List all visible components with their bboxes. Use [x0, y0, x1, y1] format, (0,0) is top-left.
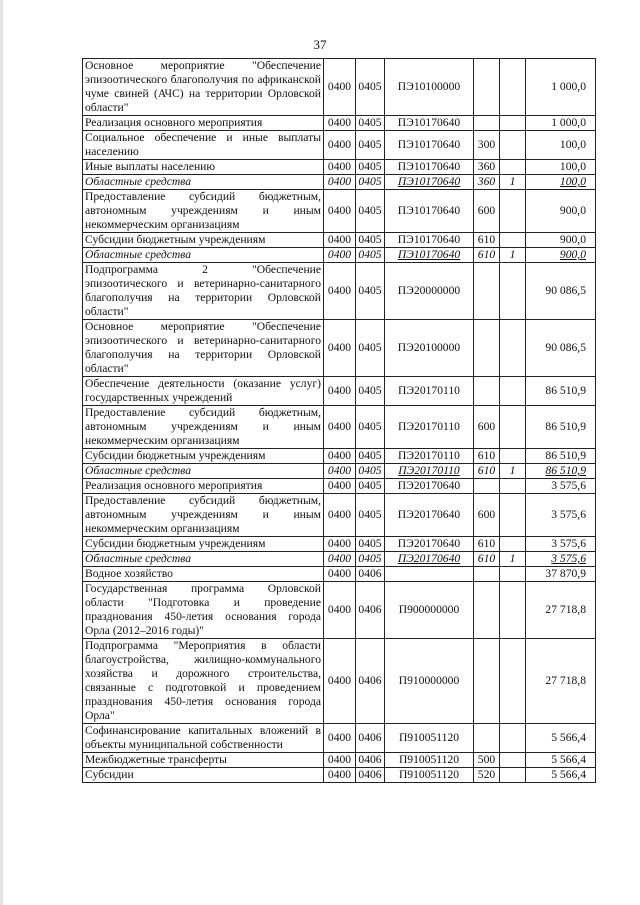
subsection-code-cell: 0405: [356, 320, 385, 377]
table-body: [83, 59, 596, 783]
amount-cell: 900,0: [526, 233, 596, 248]
table-row: [83, 320, 596, 377]
budget-code-cell: [500, 639, 526, 724]
expense-type-cell: [474, 479, 500, 494]
subsection-code-cell: 0405: [356, 175, 385, 190]
subsection-code-cell: 0406: [356, 639, 385, 724]
subsection-code-cell: 0405: [356, 464, 385, 479]
subsection-code-cell: 0405: [356, 377, 385, 406]
target-article-cell: ПЭ10170640: [385, 248, 474, 263]
section-code-cell: 0400: [324, 768, 356, 783]
section-code-cell: 0400: [324, 190, 356, 233]
amount-cell: 5 566,4: [526, 724, 596, 753]
table-row: [83, 639, 596, 724]
amount-cell: 5 566,4: [526, 753, 596, 768]
subsection-code-cell: 0405: [356, 552, 385, 567]
budget-code-cell: [500, 567, 526, 582]
row-name-cell: Подпрограмма 2 "Обеспечение эпизоотического и ветеринарно-санитарного благополучия на территории Орловской области": [83, 263, 324, 320]
subsection-code-cell: 0406: [356, 582, 385, 639]
row-name-cell: Иные выплаты населению: [83, 160, 324, 175]
row-name-cell: Софинансирование капитальных вложений в объекты муниципальной собственности: [83, 724, 324, 753]
amount-cell: 3 575,6: [526, 494, 596, 537]
target-article-cell: П910051120: [385, 724, 474, 753]
table-row: [83, 479, 596, 494]
row-name-cell: Предоставление субсидий бюджетным, автономным учреждениям и иным некоммерческим организациям: [83, 406, 324, 449]
section-code-cell: 0400: [324, 639, 356, 724]
table-row: [83, 377, 596, 406]
target-article-cell: ПЭ10170640: [385, 233, 474, 248]
target-article-cell: ПЭ20170640: [385, 552, 474, 567]
table-row: [83, 263, 596, 320]
expense-type-cell: 520: [474, 768, 500, 783]
target-article-cell: ПЭ10100000: [385, 59, 474, 116]
row-name-cell: Областные средства: [83, 464, 324, 479]
expense-type-cell: [474, 582, 500, 639]
budget-code-cell: [500, 59, 526, 116]
page-number: 37: [313, 37, 327, 52]
section-code-cell: 0400: [324, 449, 356, 464]
section-code-cell: 0400: [324, 320, 356, 377]
section-code-cell: 0400: [324, 406, 356, 449]
section-code-cell: 0400: [324, 753, 356, 768]
table-row: [83, 567, 596, 582]
table-row: [83, 582, 596, 639]
expense-type-cell: [474, 320, 500, 377]
amount-cell: 3 575,6: [526, 552, 596, 567]
row-name-cell: Предоставление субсидий бюджетным, автономным учреждениям и иным некоммерческим организациям: [83, 190, 324, 233]
budget-code-cell: [500, 724, 526, 753]
table-row: [83, 160, 596, 175]
subsection-code-cell: 0405: [356, 116, 385, 131]
amount-cell: 100,0: [526, 131, 596, 160]
budget-code-cell: [500, 190, 526, 233]
row-name-cell: Предоставление субсидий бюджетным, автономным учреждениям и иным некоммерческим организациям: [83, 494, 324, 537]
subsection-code-cell: 0406: [356, 567, 385, 582]
expense-type-cell: 610: [474, 464, 500, 479]
amount-cell: 27 718,8: [526, 639, 596, 724]
row-name-cell: Межбюджетные трансферты: [83, 753, 324, 768]
target-article-cell: П910051120: [385, 753, 474, 768]
table-row: [83, 753, 596, 768]
amount-cell: 100,0: [526, 175, 596, 190]
expense-type-cell: [474, 639, 500, 724]
target-article-cell: ПЭ20170640: [385, 537, 474, 552]
target-article-cell: ПЭ20100000: [385, 320, 474, 377]
table-row: [83, 537, 596, 552]
budget-code-cell: [500, 537, 526, 552]
amount-cell: 1 000,0: [526, 116, 596, 131]
expense-type-cell: 300: [474, 131, 500, 160]
amount-cell: 3 575,6: [526, 537, 596, 552]
row-name-cell: Социальное обеспечение и иные выплаты населению: [83, 131, 324, 160]
budget-table: [82, 58, 596, 783]
amount-cell: 86 510,9: [526, 464, 596, 479]
row-name-cell: Подпрограмма "Мероприятия в области благоустройства, жилищно-коммунального хозяйства и дорожного строительства, связанные с подготовкой и проведением празднования 450-летия основания города Орла": [83, 639, 324, 724]
subsection-code-cell: 0405: [356, 494, 385, 537]
subsection-code-cell: 0405: [356, 248, 385, 263]
table-row: [83, 116, 596, 131]
table-row: [83, 233, 596, 248]
target-article-cell: ПЭ10170640: [385, 190, 474, 233]
section-code-cell: 0400: [324, 552, 356, 567]
amount-cell: 1 000,0: [526, 59, 596, 116]
budget-code-cell: 1: [500, 248, 526, 263]
subsection-code-cell: 0405: [356, 537, 385, 552]
table-row: [83, 406, 596, 449]
row-name-cell: Реализация основного мероприятия: [83, 116, 324, 131]
table-row: [83, 449, 596, 464]
budget-code-cell: 1: [500, 175, 526, 190]
expense-type-cell: [474, 116, 500, 131]
target-article-cell: ПЭ20000000: [385, 263, 474, 320]
section-code-cell: 0400: [324, 248, 356, 263]
section-code-cell: 0400: [324, 116, 356, 131]
subsection-code-cell: 0405: [356, 406, 385, 449]
amount-cell: 900,0: [526, 248, 596, 263]
subsection-code-cell: 0405: [356, 263, 385, 320]
row-name-cell: Основное мероприятие "Обеспечение эпизоотического благополучия по африканской чуме свиней (АЧС) на территории Орловской области": [83, 59, 324, 116]
amount-cell: 86 510,9: [526, 449, 596, 464]
budget-code-cell: [500, 160, 526, 175]
table-row: [83, 768, 596, 783]
subsection-code-cell: 0406: [356, 724, 385, 753]
target-article-cell: ПЭ10170640: [385, 160, 474, 175]
table-row: [83, 724, 596, 753]
row-name-cell: Реализация основного мероприятия: [83, 479, 324, 494]
section-code-cell: 0400: [324, 582, 356, 639]
budget-code-cell: [500, 449, 526, 464]
row-name-cell: Основное мероприятие "Обеспечение эпизоотического и ветеринарно-санитарного благополучия на территории Орловской области": [83, 320, 324, 377]
row-name-cell: Обеспечение деятельности (оказание услуг) государственных учреждений: [83, 377, 324, 406]
section-code-cell: 0400: [324, 233, 356, 248]
target-article-cell: ПЭ20170110: [385, 449, 474, 464]
expense-type-cell: 610: [474, 537, 500, 552]
section-code-cell: 0400: [324, 567, 356, 582]
budget-code-cell: [500, 768, 526, 783]
budget-code-cell: [500, 263, 526, 320]
row-name-cell: Субсидии бюджетным учреждениям: [83, 233, 324, 248]
subsection-code-cell: 0405: [356, 59, 385, 116]
subsection-code-cell: 0406: [356, 753, 385, 768]
amount-cell: 37 870,9: [526, 567, 596, 582]
section-code-cell: 0400: [324, 494, 356, 537]
budget-code-cell: [500, 479, 526, 494]
row-name-cell: Областные средства: [83, 552, 324, 567]
target-article-cell: ПЭ20170110: [385, 377, 474, 406]
expense-type-cell: [474, 724, 500, 753]
section-code-cell: 0400: [324, 160, 356, 175]
expense-type-cell: [474, 567, 500, 582]
expense-type-cell: 500: [474, 753, 500, 768]
subsection-code-cell: 0405: [356, 160, 385, 175]
section-code-cell: 0400: [324, 263, 356, 320]
table-row: [83, 464, 596, 479]
budget-code-cell: [500, 131, 526, 160]
budget-code-cell: [500, 406, 526, 449]
target-article-cell: ПЭ20170110: [385, 464, 474, 479]
table-row: [83, 248, 596, 263]
target-article-cell: [385, 567, 474, 582]
section-code-cell: 0400: [324, 131, 356, 160]
budget-code-cell: [500, 494, 526, 537]
amount-cell: 86 510,9: [526, 406, 596, 449]
expense-type-cell: [474, 59, 500, 116]
target-article-cell: П900000000: [385, 582, 474, 639]
subsection-code-cell: 0405: [356, 479, 385, 494]
amount-cell: 90 086,5: [526, 320, 596, 377]
target-article-cell: ПЭ10170640: [385, 131, 474, 160]
budget-code-cell: [500, 233, 526, 248]
target-article-cell: ПЭ10170640: [385, 175, 474, 190]
subsection-code-cell: 0405: [356, 190, 385, 233]
table-row: [83, 494, 596, 537]
subsection-code-cell: 0405: [356, 131, 385, 160]
scan-edge: [0, 0, 3, 905]
subsection-code-cell: 0405: [356, 233, 385, 248]
amount-cell: 3 575,6: [526, 479, 596, 494]
expense-type-cell: 600: [474, 494, 500, 537]
subsection-code-cell: 0406: [356, 768, 385, 783]
budget-code-cell: 1: [500, 464, 526, 479]
expense-type-cell: 600: [474, 190, 500, 233]
amount-cell: 90 086,5: [526, 263, 596, 320]
row-name-cell: Субсидии бюджетным учреждениям: [83, 449, 324, 464]
target-article-cell: П910051120: [385, 768, 474, 783]
target-article-cell: ПЭ10170640: [385, 116, 474, 131]
amount-cell: 900,0: [526, 190, 596, 233]
section-code-cell: 0400: [324, 537, 356, 552]
budget-code-cell: [500, 377, 526, 406]
table-row: [83, 552, 596, 567]
expense-type-cell: 610: [474, 552, 500, 567]
row-name-cell: Областные средства: [83, 175, 324, 190]
budget-code-cell: [500, 320, 526, 377]
target-article-cell: ПЭ20170640: [385, 479, 474, 494]
target-article-cell: ПЭ20170640: [385, 494, 474, 537]
expense-type-cell: 600: [474, 406, 500, 449]
expense-type-cell: 360: [474, 160, 500, 175]
budget-code-cell: 1: [500, 552, 526, 567]
budget-code-cell: [500, 753, 526, 768]
amount-cell: 86 510,9: [526, 377, 596, 406]
expense-type-cell: 360: [474, 175, 500, 190]
budget-code-cell: [500, 582, 526, 639]
section-code-cell: 0400: [324, 175, 356, 190]
row-name-cell: Субсидии: [83, 768, 324, 783]
section-code-cell: 0400: [324, 59, 356, 116]
section-code-cell: 0400: [324, 464, 356, 479]
table-row: [83, 59, 596, 116]
table-row: [83, 131, 596, 160]
expense-type-cell: 610: [474, 449, 500, 464]
expense-type-cell: [474, 377, 500, 406]
expense-type-cell: 610: [474, 233, 500, 248]
table-row: [83, 175, 596, 190]
row-name-cell: Водное хозяйство: [83, 567, 324, 582]
section-code-cell: 0400: [324, 724, 356, 753]
expense-type-cell: 610: [474, 248, 500, 263]
amount-cell: 100,0: [526, 160, 596, 175]
section-code-cell: 0400: [324, 479, 356, 494]
row-name-cell: Субсидии бюджетным учреждениям: [83, 537, 324, 552]
amount-cell: 27 718,8: [526, 582, 596, 639]
table-row: [83, 190, 596, 233]
row-name-cell: Государственная программа Орловской области "Подготовка и проведение празднования 450-летия основания города Орла (2012–2016 годы)": [83, 582, 324, 639]
section-code-cell: 0400: [324, 377, 356, 406]
subsection-code-cell: 0405: [356, 449, 385, 464]
row-name-cell: Областные средства: [83, 248, 324, 263]
amount-cell: 5 566,4: [526, 768, 596, 783]
target-article-cell: ПЭ20170110: [385, 406, 474, 449]
expense-type-cell: [474, 263, 500, 320]
target-article-cell: П910000000: [385, 639, 474, 724]
budget-code-cell: [500, 116, 526, 131]
